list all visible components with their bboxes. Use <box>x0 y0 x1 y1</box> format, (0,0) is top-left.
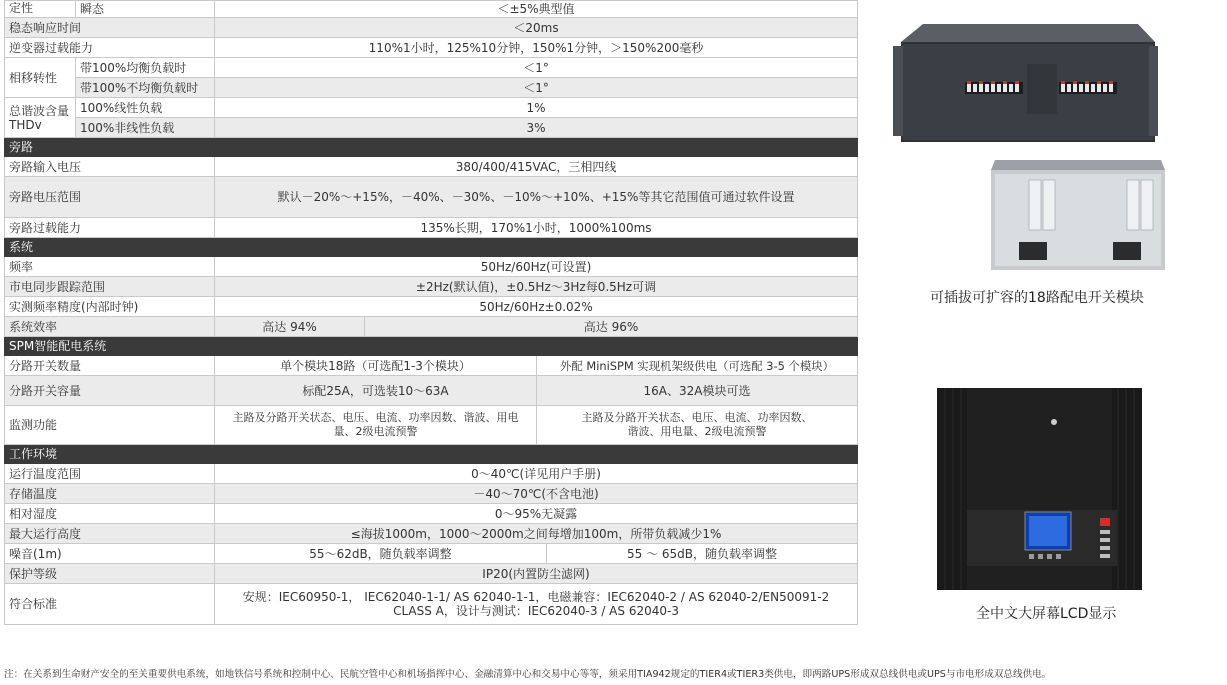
section-header-system <box>5 238 858 257</box>
row-monitoring <box>5 406 858 445</box>
row-value-2: 高达 96% <box>365 317 858 337</box>
row-label: 相移转性 <box>5 58 76 98</box>
row-value-1: 55～62dB，随负载率调整 <box>215 544 547 564</box>
row-value: 50Hz/60Hz±0.02% <box>215 297 858 317</box>
row-value-1: 标配25A，可选装10～63A <box>215 376 537 406</box>
section-header-bypass <box>5 138 858 157</box>
row-response-time <box>5 18 858 38</box>
row-sync-range <box>5 277 858 297</box>
spec-table <box>4 0 858 625</box>
footnote: 注：在关系到生命财产安全的至关重要供电系统，如地铁信号系统和控制中心、民航空管中心和机场指挥中心、金融清算中心和交易中心等等，须采用TIA942规定的TIER4或TIER3类供电，即两路UPS形成双总线供电或UPS与市电形成双总线供电。 <box>4 669 1052 680</box>
section-title: 工作环境 <box>5 445 858 464</box>
row-value: 0～40℃(详见用户手册) <box>215 464 858 484</box>
row-sublabel: 100%非线性负载 <box>76 118 215 138</box>
row-bypass-overload <box>5 218 858 238</box>
row-value: IP20(内置防尘滤网) <box>215 564 858 584</box>
row-noise <box>5 544 858 564</box>
row-value: 安规：IEC60950-1， IEC62040-1-1/ AS 62040-1-1，电磁兼容：IEC62040-2 / AS 62040-2/EN50091-2 CLASS A，设计与测试：IEC62040-3 / AS 62040-3 <box>215 584 858 625</box>
row-value-2: 55 ～ 65dB，随负载率调整 <box>547 544 858 564</box>
row-protection <box>5 564 858 584</box>
row-value: ≤海拔1000m，1000～2000m之间每增加100m，所带负载减少1% <box>215 524 858 544</box>
row-label: 保护等级 <box>5 564 215 584</box>
row-thd-1 <box>5 98 858 118</box>
section-title: SPM智能配电系统 <box>5 337 858 356</box>
row-label: 市电同步跟踪范围 <box>5 277 215 297</box>
section-header-spm <box>5 337 858 356</box>
row-value-1: 单个模块18路（可选配1-3个模块） <box>215 356 537 376</box>
row-label: 逆变器过载能力 <box>5 38 215 58</box>
row-value: 默认－20%～+15%，－40%、－30%、－10%～+10%、+15%等其它范围值可通过软件设置 <box>215 177 858 218</box>
section-header-environment <box>5 445 858 464</box>
row-humidity <box>5 504 858 524</box>
row-label: 总谐波含量THDv <box>5 98 76 138</box>
row-bypass-voltage <box>5 157 858 177</box>
row-label: 旁路过载能力 <box>5 218 215 238</box>
row-phase-shift-1 <box>5 58 858 78</box>
row-label: 分路开关容量 <box>5 376 215 406</box>
row-value: ＜20ms <box>215 18 858 38</box>
row-label: 频率 <box>5 257 215 277</box>
row-label: 实测频率精度(内部时钟) <box>5 297 215 317</box>
section-title: 旁路 <box>5 138 858 157</box>
module-caption: 可插拔可扩容的18路配电开关模块 <box>930 290 1144 306</box>
lcd-cabinet-image <box>937 388 1142 590</box>
row-value: 135%长期，170%1小时，1000%100ms <box>215 218 858 238</box>
row-value: 110%1小时，125%10分钟，150%1分钟，＞150%200毫秒 <box>215 38 858 58</box>
row-label: 噪音(1m) <box>5 544 215 564</box>
row-switch-capacity <box>5 376 858 406</box>
row-label: 监测功能 <box>5 406 215 445</box>
spm-chassis-image <box>893 24 1158 169</box>
row-sublabel: 100%线性负载 <box>76 98 215 118</box>
row-label: 分路开关数量 <box>5 356 215 376</box>
row-label: 存储温度 <box>5 484 215 504</box>
row-value-1: 主路及分路开关状态、电压、电流、功率因数、谐波、用电量、2级电流预警 <box>215 406 537 445</box>
row-transient <box>5 1 858 18</box>
row-sublabel: 带100%均衡负载时 <box>76 58 215 78</box>
row-value: ＜1° <box>215 58 858 78</box>
row-phase-shift-2 <box>5 78 858 98</box>
section-title: 系统 <box>5 238 858 257</box>
row-frequency <box>5 257 858 277</box>
row-value: 0～95%无凝露 <box>215 504 858 524</box>
row-value: 50Hz/60Hz(可设置) <box>215 257 858 277</box>
row-value: ＜1° <box>215 78 858 98</box>
row-value: 3% <box>215 118 858 138</box>
row-label: 稳态响应时间 <box>5 18 215 38</box>
row-altitude <box>5 524 858 544</box>
row-bypass-range <box>5 177 858 218</box>
row-inverter-overload <box>5 38 858 58</box>
lcd-caption: 全中文大屏幕LCD显示 <box>976 606 1117 622</box>
row-value: 380/400/415VAC，三相四线 <box>215 157 858 177</box>
row-value: ±2Hz(默认值)，±0.5Hz～3Hz每0.5Hz可调 <box>215 277 858 297</box>
row-label: 旁路输入电压 <box>5 157 215 177</box>
row-sublabel: 带100%不均衡负载时 <box>76 78 215 98</box>
row-operating-temp <box>5 464 858 484</box>
row-value: 1% <box>215 98 858 118</box>
row-value-2: 外配 MiniSPM 实现机架级供电（可选配 3-5 个模块） <box>537 356 858 376</box>
row-value-2: 16A、32A模块可选 <box>537 376 858 406</box>
row-storage-temp <box>5 484 858 504</box>
row-standards <box>5 584 858 625</box>
row-thd-2 <box>5 118 858 138</box>
row-value-1: 高达 94% <box>215 317 365 337</box>
row-switch-count <box>5 356 858 376</box>
row-label: 运行温度范围 <box>5 464 215 484</box>
row-efficiency <box>5 317 858 337</box>
row-label: 相对湿度 <box>5 504 215 524</box>
row-value: ＜±5%典型值 <box>215 1 858 18</box>
row-label: 符合标准 <box>5 584 215 625</box>
row-label: 定性 <box>5 1 76 18</box>
row-label: 最大运行高度 <box>5 524 215 544</box>
switch-module-image <box>989 160 1167 275</box>
row-label: 旁路电压范围 <box>5 177 215 218</box>
row-value-2: 主路及分路开关状态、电压、电流、功率因数、谐波、用电量、2级电流预警 <box>537 406 858 445</box>
row-freq-accuracy <box>5 297 858 317</box>
row-label: 系统效率 <box>5 317 215 337</box>
row-value: －40～70℃(不含电池) <box>215 484 858 504</box>
row-sublabel: 瞬态 <box>76 1 215 18</box>
